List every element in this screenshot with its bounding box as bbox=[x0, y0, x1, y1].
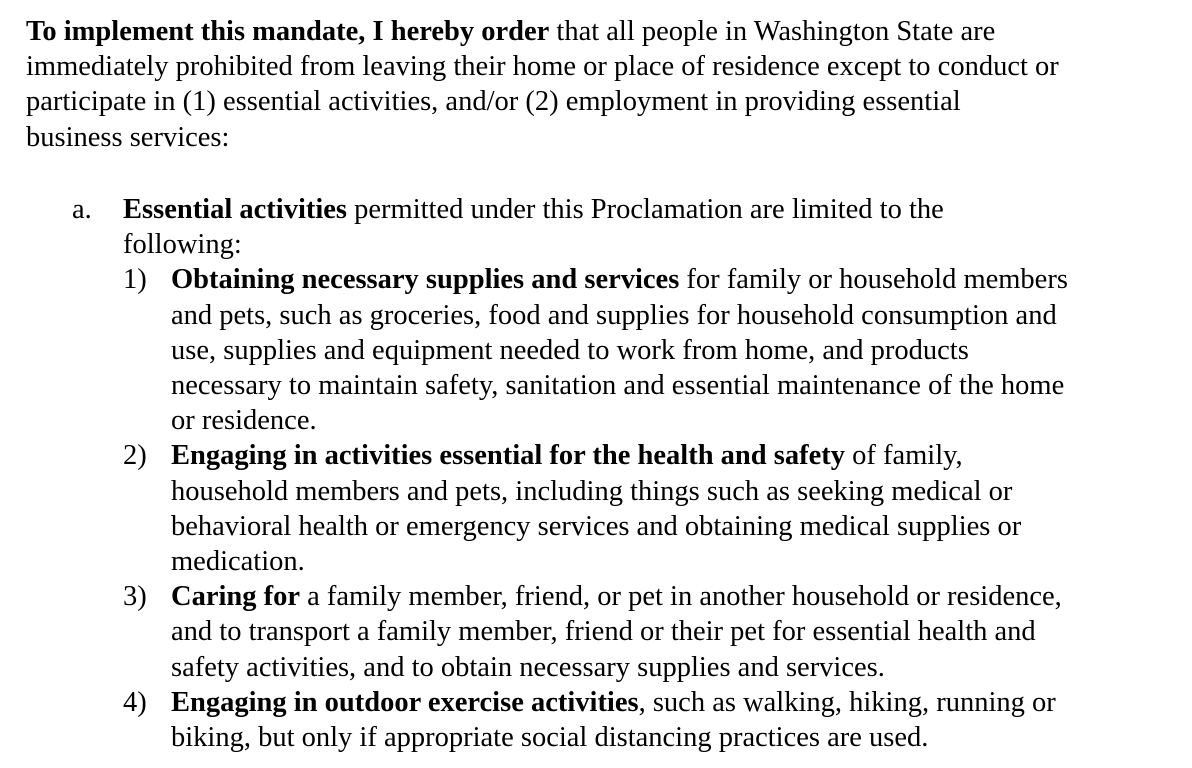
list-item-2 bbox=[123, 438, 1183, 579]
item-text: a family member, friend, or pet in another household or residence, bbox=[300, 581, 1062, 613]
list-item-text bbox=[171, 579, 1183, 685]
list-number: 3) bbox=[123, 581, 147, 613]
item-line bbox=[171, 685, 1183, 720]
section-line bbox=[123, 192, 1183, 227]
item-line bbox=[171, 262, 1183, 297]
item-line: household members and pets, including things such as seeking medical or bbox=[171, 475, 1013, 507]
list-number: 2) bbox=[123, 440, 147, 472]
item-bold-lead: Engaging in activities essential for the health and safety bbox=[171, 440, 845, 472]
section-text: permitted under this Proclamation are limited to the bbox=[347, 194, 944, 225]
intro-line bbox=[26, 14, 1176, 49]
item-line: and pets, such as groceries, food and supplies for household consumption and bbox=[171, 299, 1057, 331]
list-item-1 bbox=[123, 262, 1183, 438]
intro-order-bold: To implement this mandate, I hereby order bbox=[26, 16, 550, 47]
intro-line: immediately prohibited from leaving their home or place of residence except to conduct or bbox=[26, 51, 1059, 83]
item-line: behavioral health or emergency services and obtaining medical supplies or bbox=[171, 510, 1022, 542]
item-line: use, supplies and equipment needed to work from home, and products bbox=[171, 334, 969, 366]
list-number: 4) bbox=[123, 686, 147, 718]
item-text: of family, bbox=[844, 440, 963, 472]
list-item-3 bbox=[123, 579, 1183, 685]
intro-text: that all people in Washington State are bbox=[549, 16, 996, 47]
item-line bbox=[171, 438, 1183, 473]
item-line: necessary to maintain safety, sanitation and essential maintenance of the home bbox=[171, 370, 1065, 402]
list-number: 1) bbox=[123, 264, 147, 296]
essential-activities-body bbox=[123, 192, 1183, 755]
item-bold-lead: Caring for bbox=[171, 581, 301, 613]
item-line: and to transport a family member, friend or their pet for essential health and bbox=[171, 616, 1036, 648]
item-bold-lead: Engaging in outdoor exercise activities bbox=[171, 686, 639, 718]
item-text: for family or household members bbox=[679, 264, 1068, 296]
list-item-text bbox=[171, 262, 1183, 438]
intro-paragraph bbox=[26, 14, 1176, 155]
item-line: safety activities, and to obtain necessary supplies and services. bbox=[171, 651, 885, 683]
item-text: , such as walking, hiking, running or bbox=[638, 686, 1056, 718]
item-bold-lead: Obtaining necessary supplies and services bbox=[171, 264, 680, 296]
list-item-text bbox=[171, 438, 1183, 579]
essential-activities-bold: Essential activities bbox=[123, 194, 348, 225]
list-item-4 bbox=[123, 685, 1183, 755]
section-line: following: bbox=[123, 229, 242, 261]
item-line bbox=[171, 579, 1183, 614]
list-item-text bbox=[171, 685, 1183, 755]
intro-line: business services: bbox=[26, 121, 230, 153]
item-line: medication. bbox=[171, 546, 305, 578]
list-marker-a: a. bbox=[72, 194, 92, 225]
item-line: biking, but only if appropriate social distancing practices are used. bbox=[171, 722, 929, 754]
intro-line: participate in (1) essential activities, and/or (2) employment in providing essential bbox=[26, 86, 961, 118]
item-line: or residence. bbox=[171, 405, 317, 437]
